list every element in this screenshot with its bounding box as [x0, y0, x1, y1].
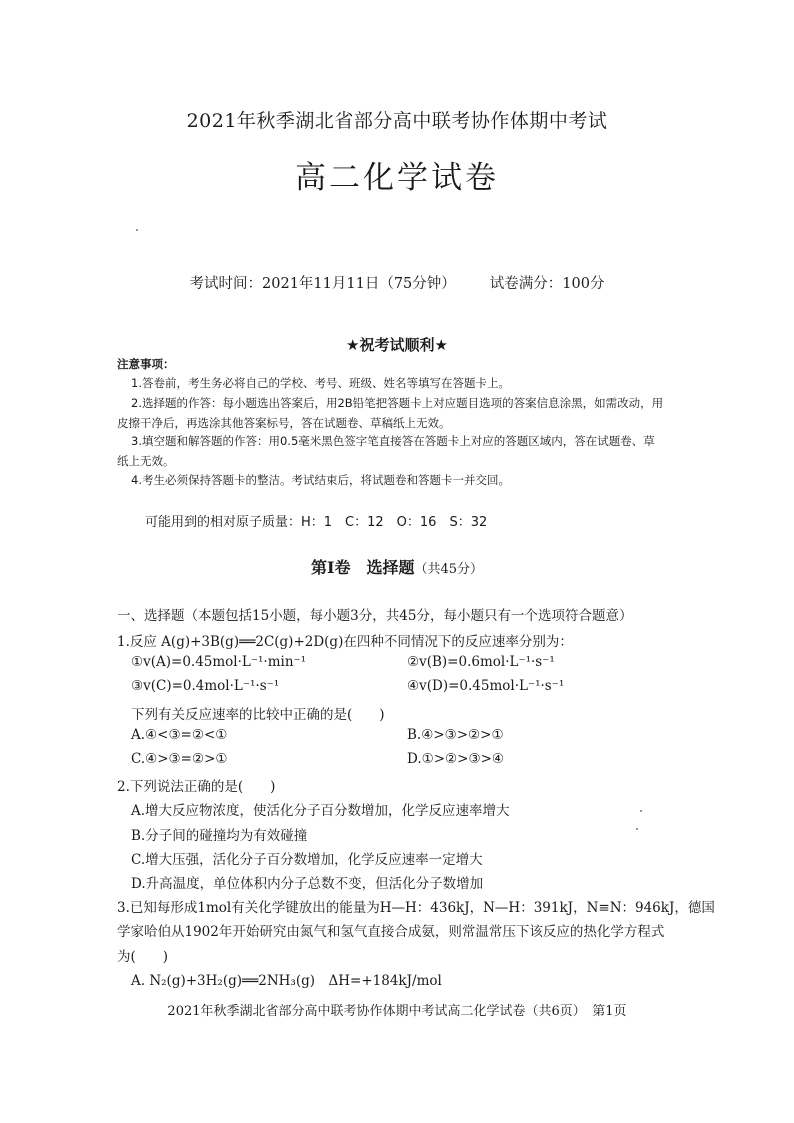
section-points: （共45分） [414, 562, 484, 577]
notice-item-2-cont: 皮擦干净后，再选涂其他答案标号，答在试题卷、草稿纸上无效。 [117, 416, 451, 430]
q2-option-d: D.升高温度，单位体积内分子总数不变，但活化分子数增加 [131, 876, 484, 892]
q3-stem-line-2: 学家哈伯从1902年开始研究由氮气和氢气直接合成氨，则常温常压下该反应的热化学方程式 [117, 924, 665, 940]
notice-heading: 注意事项： [117, 357, 175, 371]
notice-item-1: 1.答卷前，考生务必将自己的学校、考号、班级、姓名等填写在答题卡上。 [131, 376, 510, 390]
part-one-instructions: 一、选择题（本题包括15小题，每小题3分，共45分，每小题只有一个选项符合题意） [117, 608, 633, 624]
q1-rate-1: ①v(A)=0.45mol·L⁻¹·min⁻¹ [131, 654, 307, 670]
notice-item-4: 4.考生必须保持答题卡的整洁。考试结束后，将试题卷和答题卡一并交回。 [131, 473, 510, 487]
exam-info [0, 272, 794, 293]
q1-rate-3: ③v(C)=0.4mol·L⁻¹·s⁻¹ [131, 678, 280, 694]
notice-item-3-cont: 纸上无效。 [117, 454, 175, 468]
scan-speck [636, 828, 638, 830]
good-luck-banner: ★祝考试顺利★ [346, 336, 448, 354]
exam-time: 考试时间：2021年11月11日（75分钟） [189, 276, 456, 292]
q1-rate-4: ④v(D)=0.45mol·L⁻¹·s⁻¹ [407, 678, 565, 694]
q2-option-b: B.分子间的碰撞均为有效碰撞 [131, 828, 308, 844]
scan-speck [640, 810, 642, 812]
q2-option-c: C.增大压强，活化分子百分数增加，化学反应速率一定增大 [131, 852, 483, 868]
q1-option-c: C.④>③=②>① [131, 751, 228, 767]
q2-stem: 2.下列说法正确的是( ) [117, 779, 276, 795]
atomic-mass-note: 可能用到的相对原子质量：H：1 C：12 O：16 S：32 [145, 515, 488, 530]
section-title: 第Ⅰ卷 选择题 [310, 558, 415, 577]
exam-score: 试卷满分：100分 [489, 276, 605, 292]
q1-rate-2: ②v(B)=0.6mol·L⁻¹·s⁻¹ [407, 654, 555, 670]
scan-speck [136, 229, 138, 231]
q1-stem: 1.反应 A(g)+3B(g)══2C(g)+2D(g)在四种不同情况下的反应速率分别为： [117, 634, 573, 650]
exam-title: 2021年秋季湖北省部分高中联考协作体期中考试 [186, 110, 608, 132]
q3-stem-line-1: 3.已知每形成1mol有关化学键放出的能量为H—H：436kJ，N—H：391kJ，N≡N：946kJ，德国 [117, 900, 715, 916]
q1-option-b: B.④>③>②>① [407, 727, 504, 743]
section-heading [0, 555, 794, 578]
q2-option-a: A.增大反应物浓度，使活化分子百分数增加，化学反应速率增大 [131, 803, 510, 819]
q3-option-a: A. N₂(g)+3H₂(g)══2NH₃(g) ΔH=+184kJ/mol [131, 973, 442, 989]
q1-option-d: D.①>②>③>④ [407, 751, 504, 767]
notice-item-2: 2.选择题的作答：每小题选出答案后，用2B铅笔把答题卡上对应题目选项的答案信息涂黑，如需改动，用 [131, 396, 664, 410]
page-footer: 2021年秋季湖北省部分高中联考协作体期中考试高二化学试卷（共6页） 第1页 [167, 1004, 627, 1019]
q1-option-a: A.④<③=②<① [131, 727, 228, 743]
notice-item-3: 3.填空题和解答题的作答：用0.5毫米黑色签字笔直接答在答题卡上对应的答题区域内，答在试题卷、草 [131, 434, 655, 448]
exam-subtitle: 高二化学试卷 [295, 160, 499, 196]
q1-ask: 下列有关反应速率的比较中正确的是( ) [131, 707, 385, 723]
q3-stem-line-3: 为( ) [117, 949, 169, 965]
